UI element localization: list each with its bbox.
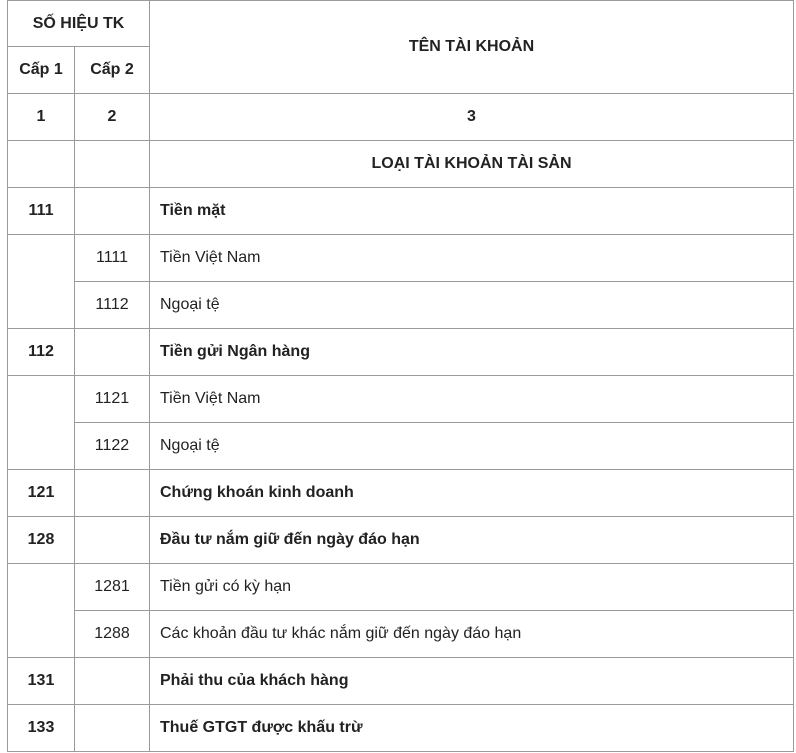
table-row [8, 423, 794, 470]
table-row [8, 188, 794, 235]
account-code-level2: 1288 [75, 611, 150, 658]
account-code-level2: 1122 [75, 423, 150, 470]
account-code-level1: 112 [8, 329, 75, 376]
table-row [8, 235, 794, 282]
account-code-level2 [75, 517, 150, 564]
empty-cell [75, 141, 150, 188]
account-name: Phải thu của khách hàng [150, 658, 794, 705]
account-name: Ngoại tệ [150, 282, 794, 329]
account-name: Tiền gửi Ngân hàng [150, 329, 794, 376]
account-code-level2: 1112 [75, 282, 150, 329]
account-name: Chứng khoán kinh doanh [150, 470, 794, 517]
account-code-level1: 131 [8, 658, 75, 705]
header-row [8, 1, 794, 47]
account-code-level1 [8, 376, 75, 470]
account-name: Tiền gửi có kỳ hạn [150, 564, 794, 611]
header-ten-tai-khoan: TÊN TÀI KHOẢN [150, 1, 794, 94]
account-name: Tiền mặt [150, 188, 794, 235]
account-code-level2 [75, 658, 150, 705]
section-title: LOẠI TÀI KHOẢN TÀI SẢN [150, 141, 794, 188]
account-code-level1: 128 [8, 517, 75, 564]
table-row [8, 658, 794, 705]
account-code-level1: 111 [8, 188, 75, 235]
account-code-level2 [75, 188, 150, 235]
table-row [8, 329, 794, 376]
account-code-level2 [75, 470, 150, 517]
account-code-level2: 1121 [75, 376, 150, 423]
account-name: Tiền Việt Nam [150, 235, 794, 282]
account-name: Đầu tư nắm giữ đến ngày đáo hạn [150, 517, 794, 564]
table-row [8, 470, 794, 517]
table-row [8, 517, 794, 564]
empty-cell [8, 141, 75, 188]
account-code-level1 [8, 564, 75, 658]
account-table [7, 0, 794, 752]
table-row [8, 564, 794, 611]
account-code-level2 [75, 329, 150, 376]
account-code-level1 [8, 235, 75, 329]
header-cap-2: Cấp 2 [75, 47, 150, 94]
header-cap-1: Cấp 1 [8, 47, 75, 94]
account-code-level2 [75, 705, 150, 752]
account-code-level1: 133 [8, 705, 75, 752]
account-code-level2: 1111 [75, 235, 150, 282]
account-name: Các khoản đầu tư khác nắm giữ đến ngày đáo hạn [150, 611, 794, 658]
table-row [8, 376, 794, 423]
section-row [8, 141, 794, 188]
table-row [8, 611, 794, 658]
table-row [8, 705, 794, 752]
column-number-3: 3 [150, 94, 794, 141]
table-row [8, 282, 794, 329]
account-name: Ngoại tệ [150, 423, 794, 470]
column-number-1: 1 [8, 94, 75, 141]
column-number-2: 2 [75, 94, 150, 141]
account-name: Tiền Việt Nam [150, 376, 794, 423]
header-so-hieu-tk: SỐ HIỆU TK [8, 1, 150, 47]
account-code-level2: 1281 [75, 564, 150, 611]
column-number-row [8, 94, 794, 141]
account-code-level1: 121 [8, 470, 75, 517]
account-name: Thuế GTGT được khấu trừ [150, 705, 794, 752]
